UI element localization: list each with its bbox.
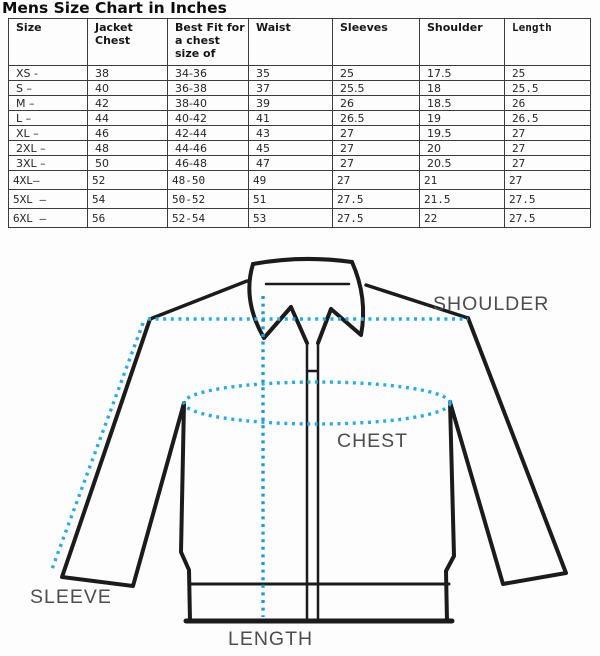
- left-shoulder-seam: [150, 281, 247, 319]
- jacket-measurement-diagram: [0, 246, 600, 656]
- table-cell: M –: [9, 96, 88, 111]
- table-row: [9, 96, 591, 111]
- left-sleeve-outline: [62, 319, 184, 586]
- table-cell: 2XL –: [9, 141, 88, 156]
- table-cell: XL –: [9, 126, 88, 141]
- table-cell: 52-54: [168, 209, 249, 228]
- table-row: [9, 126, 591, 141]
- table-cell: 38: [88, 66, 168, 81]
- table-cell: 20: [420, 141, 505, 156]
- column-header-sleeves: Sleeves: [333, 19, 420, 66]
- table-cell: 5XL –: [9, 190, 88, 209]
- table-cell: 46: [88, 126, 168, 141]
- table-cell: 27: [505, 126, 591, 141]
- chest-label: CHEST: [337, 430, 409, 452]
- table-cell: 26: [333, 96, 420, 111]
- length-label: LENGTH: [228, 628, 314, 650]
- table-cell: L –: [9, 111, 88, 126]
- table-cell: 4XL–: [9, 171, 88, 190]
- table-cell: 6XL –: [9, 209, 88, 228]
- table-row: [9, 190, 591, 209]
- table-cell: 40-42: [168, 111, 249, 126]
- header-row: [9, 19, 591, 66]
- table-cell: 18.5: [420, 96, 505, 111]
- table-cell: 22: [420, 209, 505, 228]
- table-cell: 3XL –: [9, 156, 88, 171]
- column-header-size: Size: [9, 19, 88, 66]
- table-cell: 36-38: [168, 81, 249, 96]
- table-cell: 37: [249, 81, 333, 96]
- table-row: [9, 111, 591, 126]
- table-cell: 21: [420, 171, 505, 190]
- table-row: [9, 81, 591, 96]
- table-cell: 45: [249, 141, 333, 156]
- table-cell: 26.5: [505, 111, 591, 126]
- table-cell: 54: [88, 190, 168, 209]
- table-cell: 35: [249, 66, 333, 81]
- table-cell: 51: [249, 190, 333, 209]
- table-cell: 53: [249, 209, 333, 228]
- table-cell: 26: [505, 96, 591, 111]
- column-header-waist: Waist: [249, 19, 333, 66]
- table-cell: 34-36: [168, 66, 249, 81]
- table-cell: 50: [88, 156, 168, 171]
- table-cell: 27: [333, 171, 420, 190]
- table-cell: 25: [505, 66, 591, 81]
- table-cell: 44: [88, 111, 168, 126]
- table-cell: 47: [249, 156, 333, 171]
- zipper-placket: [307, 343, 318, 619]
- table-cell: 48-50: [168, 171, 249, 190]
- table-cell: 50-52: [168, 190, 249, 209]
- neck-v-right: [318, 309, 331, 343]
- collar-left-wing: [249, 264, 291, 338]
- table-cell: 42: [88, 96, 168, 111]
- table-row: [9, 141, 591, 156]
- table-row: [9, 171, 591, 190]
- table-cell: 27: [333, 126, 420, 141]
- table-cell: 27.5: [333, 209, 420, 228]
- table-cell: 25.5: [333, 81, 420, 96]
- table-cell: 27: [505, 156, 591, 171]
- table-cell: 27: [333, 141, 420, 156]
- collar-right-wing: [331, 262, 363, 335]
- size-table-body: [9, 66, 591, 228]
- table-cell: 27.5: [505, 190, 591, 209]
- page-title: Mens Size Chart in Inches: [2, 0, 227, 17]
- table-cell: 18: [420, 81, 505, 96]
- size-table-header: [9, 19, 591, 66]
- table-cell: 17.5: [420, 66, 505, 81]
- table-row: [9, 156, 591, 171]
- collar-top-arc: [253, 259, 352, 264]
- sleeve-label: SLEEVE: [30, 586, 112, 608]
- column-header-best-fit: Best Fit for a chest size of: [168, 19, 249, 66]
- table-cell: 20.5: [420, 156, 505, 171]
- shoulder-label: SHOULDER: [433, 293, 550, 315]
- table-cell: 48: [88, 141, 168, 156]
- table-cell: 27: [505, 171, 591, 190]
- table-cell: 21.5: [420, 190, 505, 209]
- body-right-outline: [446, 402, 454, 621]
- table-cell: S –: [9, 81, 88, 96]
- table-cell: 19: [420, 111, 505, 126]
- table-cell: 25.5: [505, 81, 591, 96]
- table-cell: 42-44: [168, 126, 249, 141]
- size-table: [8, 18, 591, 228]
- table-cell: 40: [88, 81, 168, 96]
- column-header-shoulder: Shoulder: [420, 19, 505, 66]
- neck-v-left: [291, 307, 307, 343]
- table-cell: 46-48: [168, 156, 249, 171]
- table-cell: 27.5: [505, 209, 591, 228]
- table-row: [9, 209, 591, 228]
- table-cell: 38-40: [168, 96, 249, 111]
- table-cell: 41: [249, 111, 333, 126]
- table-cell: 52: [88, 171, 168, 190]
- right-sleeve-outline: [450, 318, 566, 584]
- table-cell: 19.5: [420, 126, 505, 141]
- column-header-length: Length: [505, 19, 591, 66]
- table-row: [9, 66, 591, 81]
- sleeve-measure-line: [52, 323, 143, 569]
- column-header-jacket-chest: Jacket Chest: [88, 19, 168, 66]
- table-cell: 27: [333, 156, 420, 171]
- table-cell: 56: [88, 209, 168, 228]
- table-cell: 49: [249, 171, 333, 190]
- body-left-outline: [181, 403, 190, 621]
- table-cell: 39: [249, 96, 333, 111]
- table-cell: 25: [333, 66, 420, 81]
- table-cell: 27: [505, 141, 591, 156]
- table-cell: 43: [249, 126, 333, 141]
- table-cell: XS -: [9, 66, 88, 81]
- table-cell: 26.5: [333, 111, 420, 126]
- measurement-lines: [52, 296, 468, 617]
- table-cell: 44-46: [168, 141, 249, 156]
- table-cell: 27.5: [333, 190, 420, 209]
